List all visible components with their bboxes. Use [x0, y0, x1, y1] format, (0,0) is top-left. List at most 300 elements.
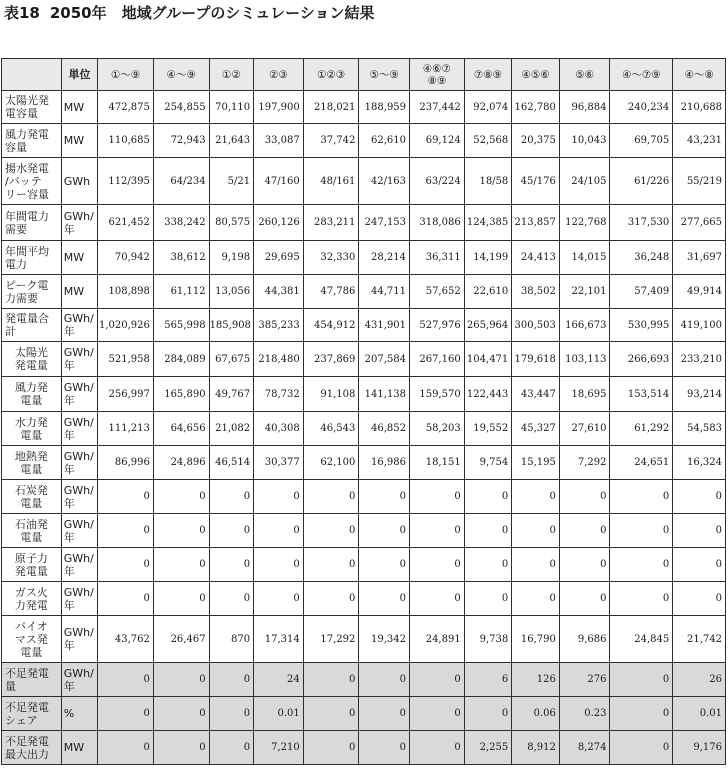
value-cell: 126 — [512, 663, 560, 697]
row-label: ガス火 力発電 — [2, 582, 62, 616]
value-cell: 0 — [153, 731, 209, 765]
value-cell: 0 — [98, 548, 154, 582]
row-label: 揚水発電 /バッテ リー容量 — [2, 158, 62, 205]
value-cell: 527,976 — [410, 309, 465, 342]
value-cell: 0 — [512, 582, 560, 616]
value-cell: 22,610 — [464, 275, 512, 309]
value-cell: 0 — [209, 731, 254, 765]
header-group: ④〜⑨ — [153, 59, 209, 91]
value-cell: 0 — [209, 548, 254, 582]
value-cell: 30,377 — [254, 446, 304, 480]
value-cell: 122,443 — [464, 377, 512, 412]
value-cell: 43,762 — [98, 616, 154, 663]
value-cell: 0 — [254, 582, 304, 616]
value-cell: 28,214 — [359, 241, 410, 275]
value-cell: 318,086 — [410, 205, 465, 241]
value-cell: 48/161 — [303, 158, 359, 205]
value-cell: 46,514 — [209, 446, 254, 480]
value-cell: 16,324 — [673, 446, 726, 480]
table-row — [2, 241, 726, 275]
table-row — [2, 697, 726, 731]
table-row — [2, 663, 726, 697]
value-cell: 0 — [153, 514, 209, 548]
value-cell: 565,998 — [153, 309, 209, 342]
value-cell: 0 — [209, 582, 254, 616]
row-unit: GWh/ 年 — [61, 205, 97, 241]
row-unit: GWh/ 年 — [61, 663, 97, 697]
value-cell: 24,845 — [610, 616, 673, 663]
value-cell: 0 — [559, 582, 610, 616]
value-cell: 40,308 — [254, 412, 304, 446]
row-unit: GWh — [61, 158, 97, 205]
value-cell: 284,089 — [153, 342, 209, 377]
value-cell: 70,942 — [98, 241, 154, 275]
value-cell: 0 — [98, 582, 154, 616]
row-unit: MW — [61, 731, 97, 765]
value-cell: 0 — [153, 663, 209, 697]
value-cell: 18/58 — [464, 158, 512, 205]
value-cell: 0 — [153, 548, 209, 582]
value-cell: 621,452 — [98, 205, 154, 241]
value-cell: 43,447 — [512, 377, 560, 412]
value-cell: 277,665 — [673, 205, 726, 241]
value-cell: 213,857 — [512, 205, 560, 241]
value-cell: 57,409 — [610, 275, 673, 309]
value-cell: 0 — [209, 514, 254, 548]
value-cell: 166,673 — [559, 309, 610, 342]
header-group: ①②③ — [303, 59, 359, 91]
table-row — [2, 548, 726, 582]
value-cell: 21,742 — [673, 616, 726, 663]
value-cell: 37,742 — [303, 124, 359, 158]
row-unit: % — [61, 697, 97, 731]
value-cell: 0 — [153, 697, 209, 731]
value-cell: 254,855 — [153, 91, 209, 124]
value-cell: 1,020,926 — [98, 309, 154, 342]
value-cell: 188,959 — [359, 91, 410, 124]
value-cell: 78,732 — [254, 377, 304, 412]
value-cell: 0 — [359, 548, 410, 582]
row-label: 風力発電 容量 — [2, 124, 62, 158]
value-cell: 256,997 — [98, 377, 154, 412]
header-group: ⑤〜⑨ — [359, 59, 410, 91]
value-cell: 0 — [359, 480, 410, 514]
value-cell: 0 — [359, 663, 410, 697]
value-cell: 16,986 — [359, 446, 410, 480]
row-label: 年間平均 電力 — [2, 241, 62, 275]
value-cell: 103,113 — [559, 342, 610, 377]
table-row — [2, 616, 726, 663]
value-cell: 260,126 — [254, 205, 304, 241]
value-cell: 24,413 — [512, 241, 560, 275]
value-cell: 47/160 — [254, 158, 304, 205]
value-cell: 20,375 — [512, 124, 560, 158]
table-number: 表18 — [4, 4, 40, 22]
value-cell: 44,381 — [254, 275, 304, 309]
value-cell: 0 — [673, 480, 726, 514]
value-cell: 69,124 — [410, 124, 465, 158]
header-group: ⑤⑥ — [559, 59, 610, 91]
value-cell: 0 — [512, 514, 560, 548]
value-cell: 0 — [153, 480, 209, 514]
value-cell: 0 — [410, 548, 465, 582]
row-label: 太陽光 発電量 — [2, 342, 62, 377]
value-cell: 45/176 — [512, 158, 560, 205]
value-cell: 0 — [359, 731, 410, 765]
value-cell: 43,231 — [673, 124, 726, 158]
value-cell: 46,543 — [303, 412, 359, 446]
value-cell: 24 — [254, 663, 304, 697]
header-group: ⑦⑧⑨ — [464, 59, 512, 91]
table-row — [2, 91, 726, 124]
row-label: 不足発電 量 — [2, 663, 62, 697]
value-cell: 237,442 — [410, 91, 465, 124]
value-cell: 0 — [673, 514, 726, 548]
row-unit: GWh/ 年 — [61, 616, 97, 663]
header-group: ①② — [209, 59, 254, 91]
table-row — [2, 158, 726, 205]
value-cell: 42/163 — [359, 158, 410, 205]
table-row — [2, 446, 726, 480]
value-cell: 10,043 — [559, 124, 610, 158]
row-label: 石炭発 電量 — [2, 480, 62, 514]
value-cell: 58,203 — [410, 412, 465, 446]
value-cell: 26,467 — [153, 616, 209, 663]
value-cell: 24,896 — [153, 446, 209, 480]
value-cell: 24/105 — [559, 158, 610, 205]
value-cell: 153,514 — [610, 377, 673, 412]
value-cell: 266,693 — [610, 342, 673, 377]
value-cell: 0 — [410, 697, 465, 731]
value-cell: 247,153 — [359, 205, 410, 241]
value-cell: 17,292 — [303, 616, 359, 663]
table-row — [2, 205, 726, 241]
row-unit: GWh/ 年 — [61, 309, 97, 342]
value-cell: 0 — [673, 548, 726, 582]
value-cell: 276 — [559, 663, 610, 697]
value-cell: 0 — [610, 697, 673, 731]
row-label: 地熱発 電量 — [2, 446, 62, 480]
value-cell: 18,695 — [559, 377, 610, 412]
value-cell: 69,705 — [610, 124, 673, 158]
value-cell: 0 — [98, 697, 154, 731]
value-cell: 0 — [559, 480, 610, 514]
value-cell: 0 — [303, 514, 359, 548]
value-cell: 521,958 — [98, 342, 154, 377]
value-cell: 472,875 — [98, 91, 154, 124]
value-cell: 15,195 — [512, 446, 560, 480]
value-cell: 240,234 — [610, 91, 673, 124]
value-cell: 0 — [153, 582, 209, 616]
value-cell: 13,056 — [209, 275, 254, 309]
value-cell: 0 — [303, 582, 359, 616]
row-unit: MW — [61, 91, 97, 124]
value-cell: 0 — [512, 548, 560, 582]
value-cell: 0 — [610, 548, 673, 582]
table-row — [2, 124, 726, 158]
table-row — [2, 342, 726, 377]
header-unit: 単位 — [61, 59, 97, 91]
value-cell: 54,583 — [673, 412, 726, 446]
value-cell: 21,643 — [209, 124, 254, 158]
table-row — [2, 275, 726, 309]
value-cell: 61,292 — [610, 412, 673, 446]
value-cell: 267,160 — [410, 342, 465, 377]
simulation-results-table — [1, 58, 726, 765]
value-cell: 162,780 — [512, 91, 560, 124]
value-cell: 62,100 — [303, 446, 359, 480]
value-cell: 0 — [98, 663, 154, 697]
value-cell: 21,082 — [209, 412, 254, 446]
value-cell: 419,100 — [673, 309, 726, 342]
row-label: 水力発 電量 — [2, 412, 62, 446]
header-group: ①〜⑨ — [98, 59, 154, 91]
value-cell: 0 — [673, 582, 726, 616]
value-cell: 0 — [303, 697, 359, 731]
row-unit: MW — [61, 124, 97, 158]
header-group: ②③ — [254, 59, 304, 91]
value-cell: 33,087 — [254, 124, 304, 158]
value-cell: 80,575 — [209, 205, 254, 241]
value-cell: 5/21 — [209, 158, 254, 205]
value-cell: 265,964 — [464, 309, 512, 342]
value-cell: 111,213 — [98, 412, 154, 446]
value-cell: 0 — [209, 480, 254, 514]
value-cell: 0.01 — [254, 697, 304, 731]
row-unit: GWh/ 年 — [61, 514, 97, 548]
value-cell: 530,995 — [610, 309, 673, 342]
row-label: 太陽光発 電容量 — [2, 91, 62, 124]
table-title — [4, 2, 385, 28]
value-cell: 218,480 — [254, 342, 304, 377]
value-cell: 19,552 — [464, 412, 512, 446]
value-cell: 454,912 — [303, 309, 359, 342]
value-cell: 0 — [610, 514, 673, 548]
value-cell: 86,996 — [98, 446, 154, 480]
value-cell: 24,891 — [410, 616, 465, 663]
value-cell: 0 — [464, 548, 512, 582]
value-cell: 0 — [512, 480, 560, 514]
value-cell: 0 — [559, 548, 610, 582]
row-unit: MW — [61, 241, 97, 275]
row-unit: GWh/ 年 — [61, 446, 97, 480]
value-cell: 2,255 — [464, 731, 512, 765]
value-cell: 46,852 — [359, 412, 410, 446]
value-cell: 62,610 — [359, 124, 410, 158]
value-cell: 218,021 — [303, 91, 359, 124]
value-cell: 9,754 — [464, 446, 512, 480]
value-cell: 870 — [209, 616, 254, 663]
value-cell: 0 — [464, 514, 512, 548]
value-cell: 0.06 — [512, 697, 560, 731]
value-cell: 159,570 — [410, 377, 465, 412]
value-cell: 61/226 — [610, 158, 673, 205]
value-cell: 0.01 — [673, 697, 726, 731]
value-cell: 0 — [464, 480, 512, 514]
value-cell: 300,503 — [512, 309, 560, 342]
value-cell: 0 — [254, 514, 304, 548]
value-cell: 22,101 — [559, 275, 610, 309]
value-cell: 0 — [303, 663, 359, 697]
value-cell: 91,108 — [303, 377, 359, 412]
value-cell: 0 — [359, 514, 410, 548]
value-cell: 0 — [98, 731, 154, 765]
row-unit: GWh/ 年 — [61, 582, 97, 616]
value-cell: 0 — [559, 514, 610, 548]
value-cell: 16,790 — [512, 616, 560, 663]
header-group: ④⑤⑥ — [512, 59, 560, 91]
value-cell: 63/224 — [410, 158, 465, 205]
value-cell: 55/219 — [673, 158, 726, 205]
row-unit: GWh/ 年 — [61, 548, 97, 582]
value-cell: 0 — [209, 697, 254, 731]
value-cell: 0 — [410, 663, 465, 697]
table-row — [2, 582, 726, 616]
value-cell: 92,074 — [464, 91, 512, 124]
value-cell: 14,015 — [559, 241, 610, 275]
value-cell: 0 — [464, 697, 512, 731]
value-cell: 0 — [98, 480, 154, 514]
table-header-row — [2, 59, 726, 91]
value-cell: 0 — [610, 582, 673, 616]
value-cell: 0 — [410, 480, 465, 514]
value-cell: 0 — [254, 548, 304, 582]
value-cell: 19,342 — [359, 616, 410, 663]
value-cell: 0 — [410, 582, 465, 616]
value-cell: 0 — [410, 514, 465, 548]
row-label: 石油発 電量 — [2, 514, 62, 548]
value-cell: 17,314 — [254, 616, 304, 663]
row-unit: GWh/ 年 — [61, 480, 97, 514]
value-cell: 67,675 — [209, 342, 254, 377]
value-cell: 0 — [610, 663, 673, 697]
value-cell: 0 — [359, 582, 410, 616]
row-label: 原子力 発電量 — [2, 548, 62, 582]
row-unit: MW — [61, 275, 97, 309]
row-label: 不足発電 シェア — [2, 697, 62, 731]
value-cell: 29,695 — [254, 241, 304, 275]
value-cell: 141,138 — [359, 377, 410, 412]
row-label: 不足発電 最大出力 — [2, 731, 62, 765]
table-row — [2, 377, 726, 412]
value-cell: 179,618 — [512, 342, 560, 377]
value-cell: 47,786 — [303, 275, 359, 309]
value-cell: 124,385 — [464, 205, 512, 241]
value-cell: 0 — [303, 731, 359, 765]
value-cell: 64/234 — [153, 158, 209, 205]
header-corner — [2, 59, 62, 91]
value-cell: 0 — [610, 731, 673, 765]
value-cell: 31,697 — [673, 241, 726, 275]
row-label: バイオ マス発 電量 — [2, 616, 62, 663]
header-group: ④〜⑦⑨ — [610, 59, 673, 91]
row-unit: GWh/ 年 — [61, 412, 97, 446]
value-cell: 72,943 — [153, 124, 209, 158]
value-cell: 0 — [98, 514, 154, 548]
value-cell: 64,656 — [153, 412, 209, 446]
table-caption: 2050年 地域グループのシミュレーション結果 — [49, 4, 375, 22]
value-cell: 27,610 — [559, 412, 610, 446]
value-cell: 6 — [464, 663, 512, 697]
value-cell: 8,274 — [559, 731, 610, 765]
row-unit: GWh/ 年 — [61, 377, 97, 412]
table-row — [2, 731, 726, 765]
value-cell: 112/395 — [98, 158, 154, 205]
value-cell: 165,890 — [153, 377, 209, 412]
value-cell: 32,330 — [303, 241, 359, 275]
value-cell: 38,612 — [153, 241, 209, 275]
value-cell: 0.23 — [559, 697, 610, 731]
value-cell: 38,502 — [512, 275, 560, 309]
value-cell: 7,210 — [254, 731, 304, 765]
table-row — [2, 412, 726, 446]
row-unit: GWh/ 年 — [61, 342, 97, 377]
value-cell: 70,110 — [209, 91, 254, 124]
value-cell: 0 — [410, 731, 465, 765]
value-cell: 24,651 — [610, 446, 673, 480]
value-cell: 36,311 — [410, 241, 465, 275]
header-group: ④⑥⑦ ⑧⑨ — [410, 59, 465, 91]
value-cell: 49,767 — [209, 377, 254, 412]
value-cell: 9,198 — [209, 241, 254, 275]
value-cell: 9,176 — [673, 731, 726, 765]
value-cell: 197,900 — [254, 91, 304, 124]
value-cell: 210,688 — [673, 91, 726, 124]
value-cell: 44,711 — [359, 275, 410, 309]
value-cell: 9,686 — [559, 616, 610, 663]
row-label: 発電量合 計 — [2, 309, 62, 342]
header-group: ④〜⑧ — [673, 59, 726, 91]
row-label: ピーク電 力需要 — [2, 275, 62, 309]
value-cell: 185,908 — [209, 309, 254, 342]
value-cell: 0 — [610, 480, 673, 514]
value-cell: 57,652 — [410, 275, 465, 309]
value-cell: 431,901 — [359, 309, 410, 342]
value-cell: 52,568 — [464, 124, 512, 158]
value-cell: 45,327 — [512, 412, 560, 446]
value-cell: 338,242 — [153, 205, 209, 241]
value-cell: 61,112 — [153, 275, 209, 309]
value-cell: 233,210 — [673, 342, 726, 377]
value-cell: 93,214 — [673, 377, 726, 412]
value-cell: 385,233 — [254, 309, 304, 342]
value-cell: 26 — [673, 663, 726, 697]
value-cell: 36,248 — [610, 241, 673, 275]
value-cell: 18,151 — [410, 446, 465, 480]
value-cell: 96,884 — [559, 91, 610, 124]
value-cell: 122,768 — [559, 205, 610, 241]
value-cell: 104,471 — [464, 342, 512, 377]
value-cell: 237,869 — [303, 342, 359, 377]
value-cell: 9,738 — [464, 616, 512, 663]
value-cell: 0 — [303, 548, 359, 582]
value-cell: 49,914 — [673, 275, 726, 309]
table-row — [2, 480, 726, 514]
table-row — [2, 514, 726, 548]
value-cell: 108,898 — [98, 275, 154, 309]
value-cell: 110,685 — [98, 124, 154, 158]
value-cell: 7,292 — [559, 446, 610, 480]
value-cell: 8,912 — [512, 731, 560, 765]
value-cell: 317,530 — [610, 205, 673, 241]
value-cell: 0 — [359, 697, 410, 731]
value-cell: 207,584 — [359, 342, 410, 377]
value-cell: 0 — [209, 663, 254, 697]
value-cell: 0 — [464, 582, 512, 616]
value-cell: 283,211 — [303, 205, 359, 241]
row-label: 風力発 電量 — [2, 377, 62, 412]
value-cell: 0 — [254, 480, 304, 514]
